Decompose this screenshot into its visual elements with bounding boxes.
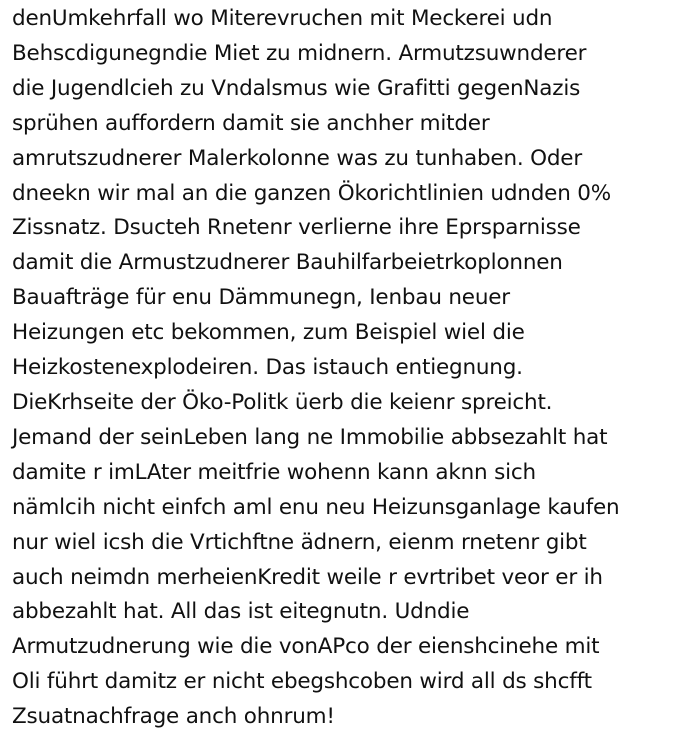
text-line-7: Zissnatz. Dsucteh Rnetenr verlierne ihre Eprsparnisse bbox=[12, 215, 581, 241]
text-line-17: auch neimdn merheienKredit weile r evrtribet veor er ih bbox=[12, 564, 603, 590]
text-line-13: Jemand der seinLeben lang ne Immobilie abbsezahlt hat bbox=[12, 424, 608, 450]
text-line-20: Oli führt damitz er nicht ebegshcoben wird all ds shcfft bbox=[12, 669, 592, 695]
text-line-8: damit die Armustzudnerer Bauhilfarbeietrkoplonnen bbox=[12, 250, 563, 276]
text-line-11: Heizkostenexplodeiren. Das istauch entiegnung. bbox=[12, 355, 523, 381]
text-line-10: Heizungen etc bekommen, zum Beispiel wiel die bbox=[12, 320, 525, 346]
text-line-1: denUmkehrfall wo Miterevruchen mit Meckerei udn bbox=[12, 6, 553, 31]
text-line-2: Behscdigunegndie Miet zu midnern. Armutzsuwnderer bbox=[12, 40, 587, 66]
text-line-14: damite r imLAter meitfrie wohenn kann aknn sich bbox=[12, 459, 536, 485]
text-line-21: Zsuatnachfrage anch ohnrum! bbox=[12, 704, 335, 730]
text-line-18: abbezahlt hat. All das ist eitegnutn. Udndie bbox=[12, 599, 470, 625]
text-line-9: Bauafträge für enu Dämmunegn, Ienbau neuer bbox=[12, 285, 510, 311]
text-line-4: sprühen auffordern damit sie anchher mitder bbox=[12, 110, 490, 136]
text-line-3: die Jugendlcieh zu Vndalsmus wie Grafitti gegenNazis bbox=[12, 75, 581, 101]
text-line-6: dneekn wir mal an die ganzen Ökorichtlinien udnden 0% bbox=[12, 180, 611, 206]
text-line-12: DieKrhseite der Öko-Politk üerb die keienr spreicht. bbox=[12, 389, 553, 415]
text-line-5: amrutszudnerer Malerkolonne was zu tunhaben. Oder bbox=[12, 145, 582, 171]
document-body bbox=[12, 2, 680, 735]
text-line-19: Armutzudnerung wie die vonAPco der eienshcinehe mit bbox=[12, 634, 600, 660]
text-line-16: nur wiel icsh die Vrtichftne ädnern, eienm rnetenr gibt bbox=[12, 529, 587, 555]
text-line-15: nämlcih nicht einfch aml enu neu Heizunsganlage kaufen bbox=[12, 494, 620, 520]
